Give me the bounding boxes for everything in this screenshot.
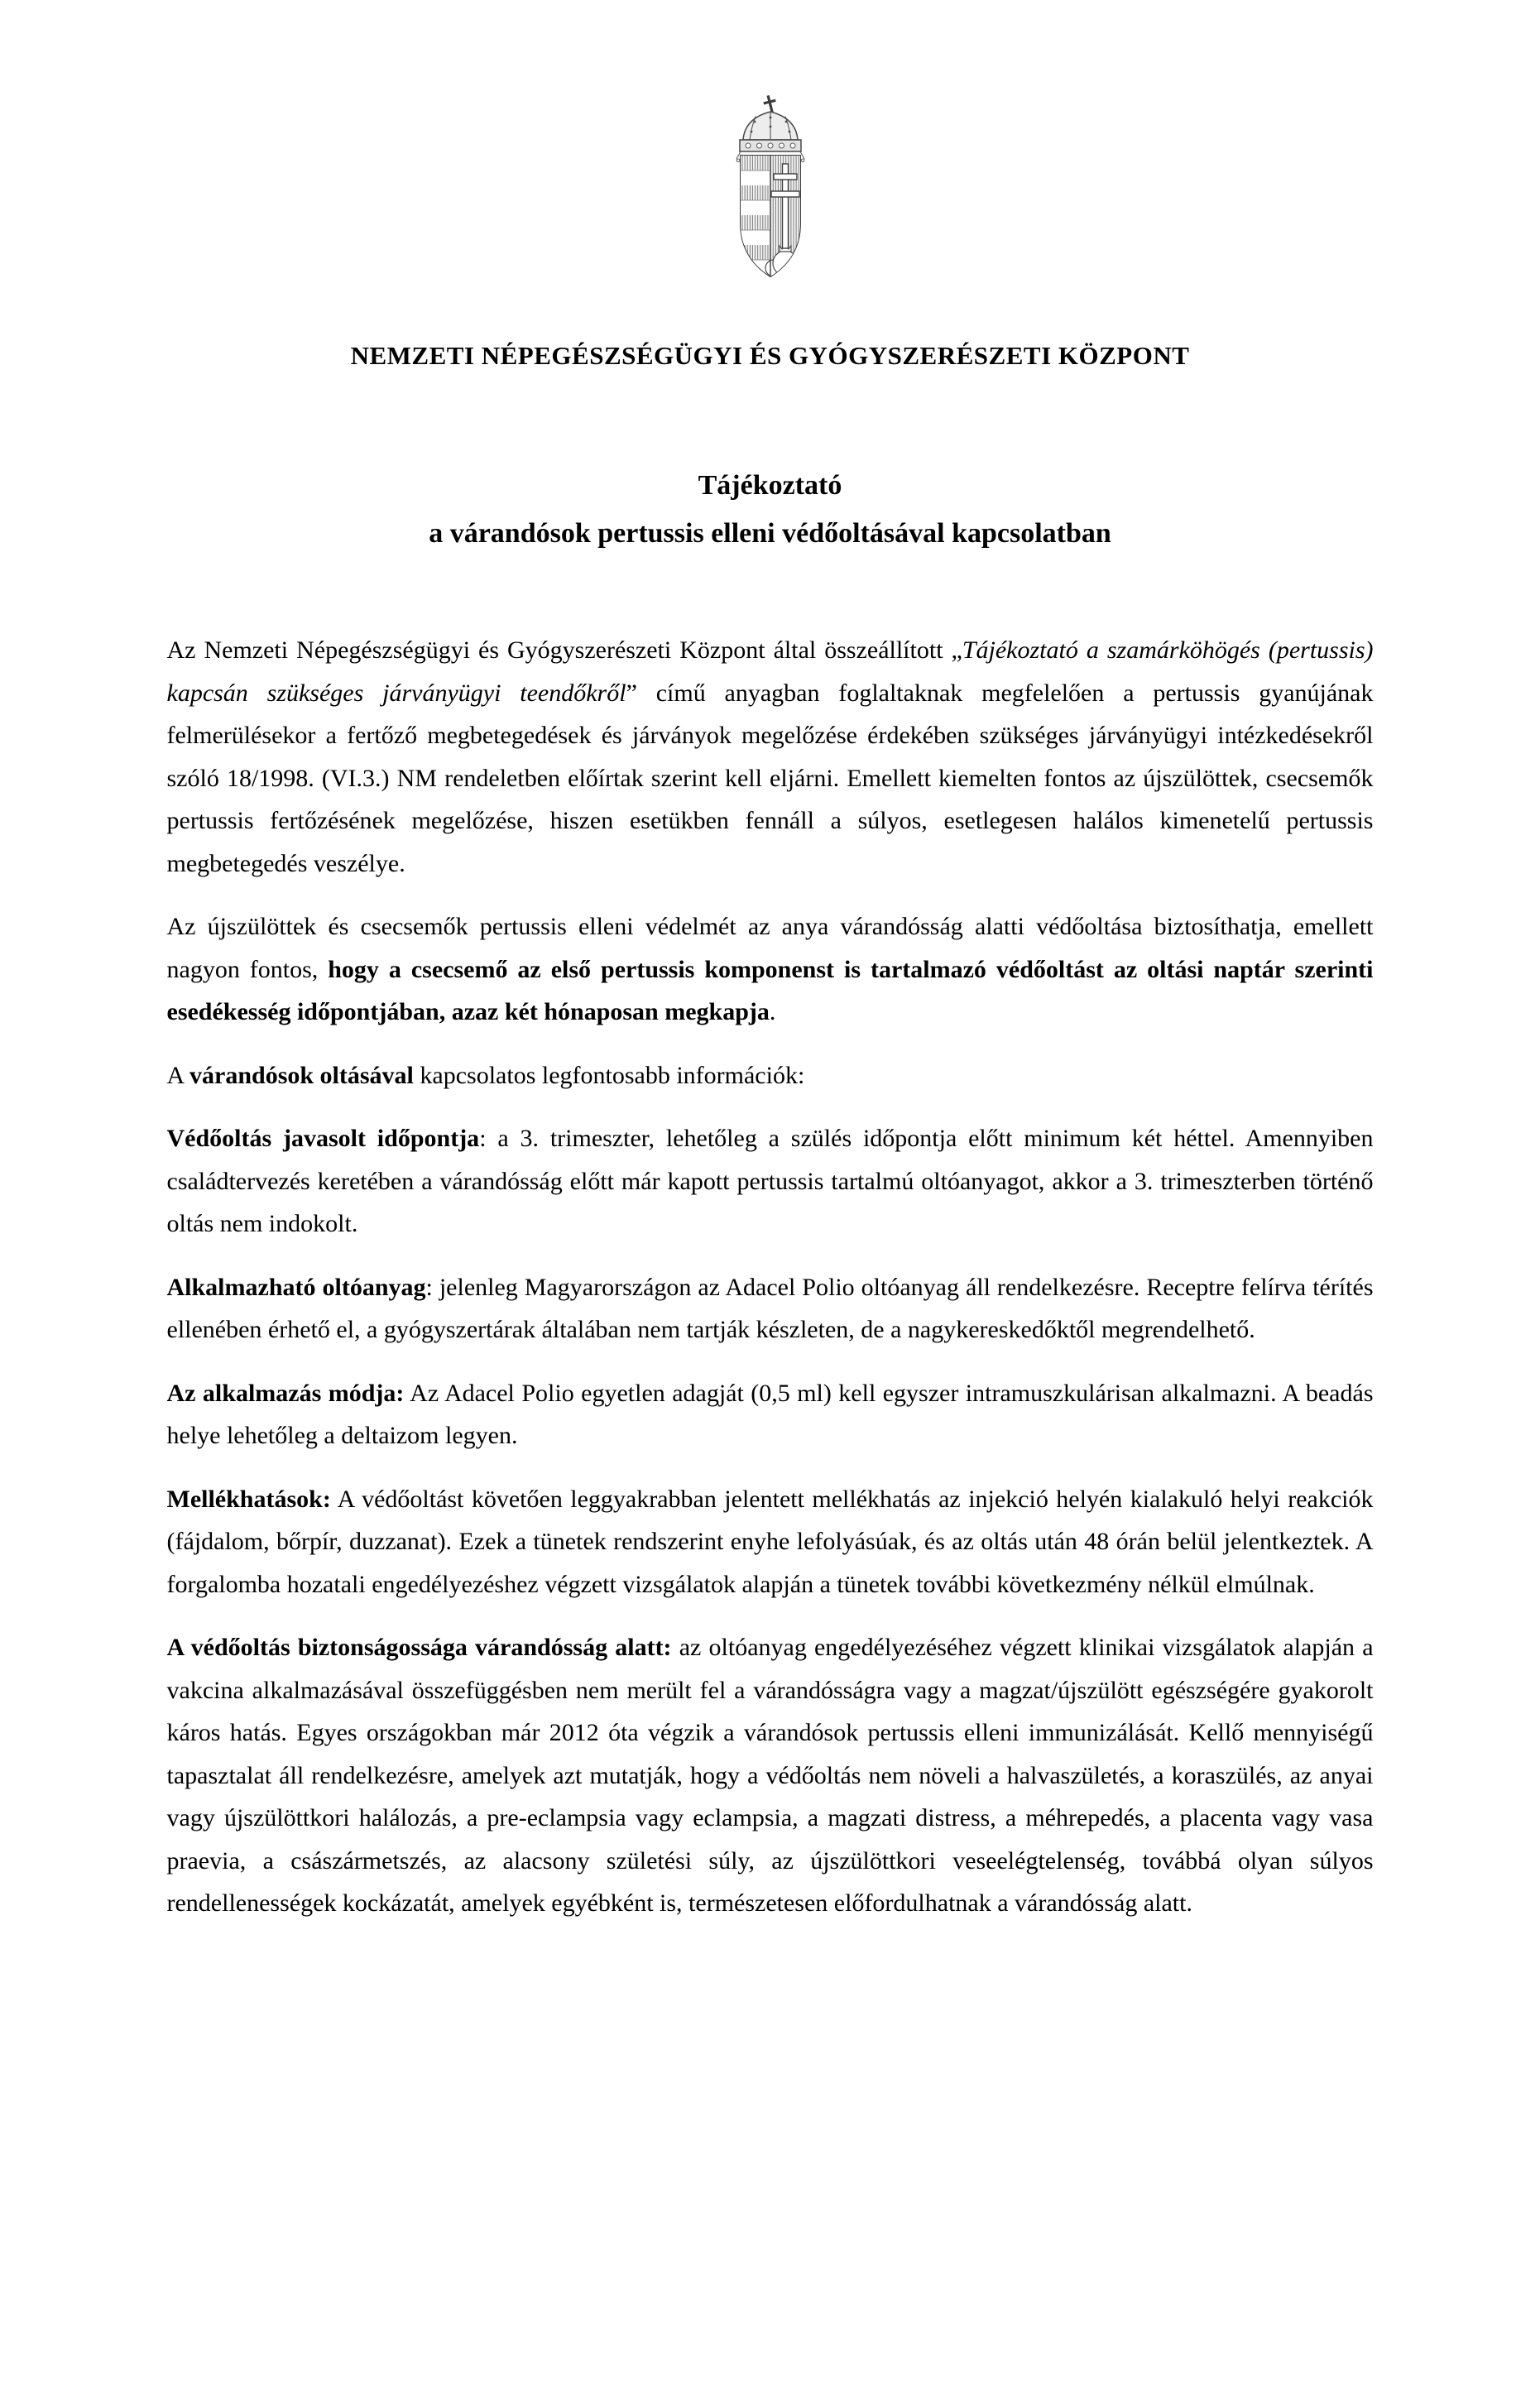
document-content: [167, 0, 1374, 1925]
text-run: Az Nemzeti Népegészségügyi és Gyógyszerészeti Központ által összeállított „: [166, 636, 962, 664]
document-title-line2: a várandósok pertussis elleni védőoltásával kapcsolatban: [429, 518, 1111, 549]
bold-text-run: Mellékhatások:: [166, 1485, 331, 1513]
text-run: ” című anyagban foglaltaknak megfelelően a pertussis gyanújának felmerülésekor a fertőző megbetegedések és járványok megelőzése érdekében szükséges járványügyi intézkedésekről szóló 18/1998. (VI.3.) NM rendeletben előírtak szerint kell eljárni. Emellett kiemelten fontos az újszülöttek, csecsemők pertussis fertőzésének megelőzése, hiszen esetükben fennáll a súlyos, esetlegesen halálos kimenetelű pertussis megbetegedés veszélye.: [166, 679, 1374, 877]
bold-text-run: hogy a csecsemő az első pertussis komponenst is tartalmazó védőoltást az oltási naptár szerinti esedékesség időpontjában, azaz két hónaposan megkapja: [166, 955, 1374, 1025]
text-run: : jelenleg Magyarországon az Adacel Polio oltóanyag áll rendelkezésre. Receptre felírva térítés ellenében érhető el, a gyógyszertárak általában nem tartják készleten, de a nagykereskedőktől megrendelhető.: [166, 1273, 1374, 1343]
paragraph-7: [167, 1478, 1374, 1606]
text-run: Az újszülöttek és csecsemők pertussis elleni védelmét az anya várandósság alatti védőoltása biztosíthatja, emellett nagyon fontos,: [166, 913, 1374, 983]
document-title: [167, 462, 1374, 558]
hungarian-coat-of-arms-icon: [721, 93, 820, 293]
bold-text-run: várandósok oltásával: [190, 1061, 414, 1089]
paragraph-8: [167, 1626, 1374, 1925]
paragraph-1: [167, 629, 1374, 885]
paragraph-4: [167, 1117, 1374, 1246]
paragraph-3: [167, 1054, 1374, 1097]
bold-text-run: Az alkalmazás módja:: [166, 1379, 405, 1407]
text-run: : a 3. trimeszter, lehetőleg a szülés időpontja előtt minimum két héttel. Amennyiben családtervezés keretében a várandósság előtt már kapott pertussis tartalmú oltóanyagot, akkor a 3. trimeszterben történő oltás nem indokolt.: [166, 1125, 1374, 1237]
paragraph-2: [167, 905, 1374, 1034]
document-title-line1: Tájékoztató: [698, 470, 842, 501]
text-run: Az Adacel Polio egyetlen adagját (0,5 ml) kell egyszer intramuszkulárisan alkalmazni. A beadás helye lehetőleg a deltaizom legyen.: [166, 1379, 1374, 1449]
text-run: az oltóanyag engedélyezéséhez végzett klinikai vizsgálatok alapján a vakcina alkalmazásával összefüggésben nem merült fel a várandósságra vagy a magzat/újszülött egészségére gyakorolt káros hatás. Egyes országokban már 2012 óta végzik a várandósok pertussis elleni immunizálását. Kellő mennyiségű tapasztalat áll rendelkezésre, amelyek azt mutatják, hogy a védőoltás nem növeli a halvaszületés, a koraszülés, az anyai vagy újszülöttkori halálozás, a pre-eclampsia vagy eclampsia, a magzati distress, a méhrepedés, a placenta vagy vasa praevia, a császármetszés, az alacsony születési súly, az újszülöttkori veseelégtelenség, továbbá olyan súlyos rendellenességek kockázatát, amelyek egyébként is, természetesen előfordulhatnak a várandósság alatt.: [166, 1634, 1374, 1917]
document-body: [167, 629, 1374, 1925]
bold-text-run: Védőoltás javasolt időpontja: [166, 1125, 480, 1152]
text-run: A védőoltást követően leggyakrabban jelentett mellékhatás az injekció helyén kialakuló helyi reakciók (fájdalom, bőrpír, duzzanat). Ezek a tünetek rendszerint enyhe lefolyásúak, és az oltás után 48 órán belül jelentkeztek. A forgalomba hozatali engedélyezéshez végzett vizsgálatok alapján a tünetek további következmény nélkül elmúlnak.: [166, 1485, 1374, 1598]
paragraph-5: [167, 1266, 1374, 1351]
text-run: kapcsolatos legfontosabb információk:: [413, 1061, 805, 1089]
bold-text-run: A védőoltás biztonságossága várandósság alatt:: [166, 1634, 672, 1661]
paragraph-6: [167, 1372, 1374, 1457]
coat-of-arms-container: [167, 93, 1374, 298]
organization-name: NEMZETI NÉPEGÉSZSÉGÜGYI ÉS GYÓGYSZERÉSZETI KÖZPONT: [350, 341, 1190, 370]
italic-text-run: Tájékoztató a szamárköhögés (pertussis) kapcsán szükséges járványügyi teendőkről: [166, 636, 1374, 707]
text-run: A: [166, 1061, 190, 1089]
bold-text-run: Alkalmazható oltóanyag: [166, 1273, 426, 1301]
text-run: .: [769, 998, 776, 1025]
